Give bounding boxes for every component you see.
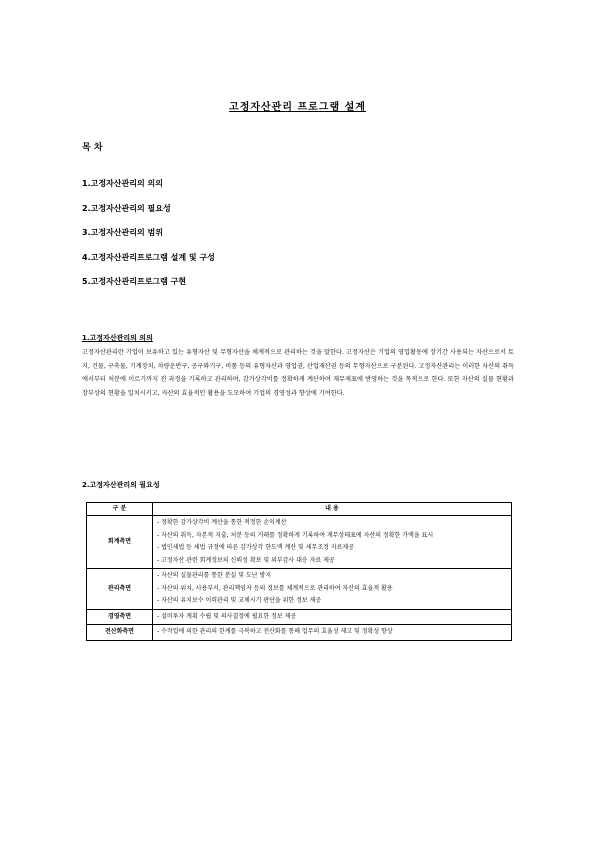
table-row	[87, 516, 512, 569]
document-title: 고정자산관리 프로그램 설계	[229, 102, 366, 113]
body-paragraph: 고정자산관리란 기업이 보유하고 있는 유형자산 및 무형자산을 체계적으로 관리하는 것을 말한다. 고정자산은 기업의 영업활동에 장기간 사용되는 자산으로서 토지, 건물, 구축물, 기계장치, 차량운반구, 공구와기구, 비품 등의 유형자산과 영업권, 산업재산권 등의 무형자산으로 구분된다. 고정자산관리는 이러한 자산의 취득에서부터 처분에 이르기까지 전 과정을 기록하고 관리하며, 감가상각비를 정확하게 계산하여 재무제표에 반영하는 것을 목적으로 한다. 또한 자산의 실물 현황과 장부상의 현황을 일치시키고, 자산의 효율적인 활용을 도모하여 기업의 경영성과 향상에 기여한다.	[82, 349, 514, 397]
toc-heading: 목 차	[82, 143, 103, 153]
toc-item: 2.고정자산관리의 필요성	[82, 203, 171, 213]
table-cell-content	[153, 569, 512, 610]
table-cell-category: 전산화측면	[87, 625, 153, 641]
table-cell-category: 관리측면	[87, 569, 153, 610]
necessity-table	[86, 502, 512, 641]
table-header-content: 내 용	[153, 503, 512, 516]
table-header-category: 구 분	[87, 503, 153, 516]
toc-item: 4.고정자산관리프로그램 설계 및 구성	[82, 252, 215, 262]
content-item: - 자산의 취득, 자본적 지출, 처분 등의 거래를 정확하게 기록하여 재무상태표에 자산의 정확한 가액을 표시	[157, 531, 434, 539]
table-cell-content	[153, 625, 512, 641]
content-item: - 수작업에 의한 관리의 한계를 극복하고 전산화를 통해 업무의 효율성 제고 및 정확성 향상	[157, 628, 393, 635]
table-caption: 2.고정자산관리의 필요성	[82, 481, 160, 489]
table-row	[87, 609, 512, 625]
table-row	[87, 569, 512, 610]
content-item: - 자산의 유지보수 이력관리 및 교체시기 판단을 위한 정보 제공	[157, 597, 322, 604]
content-item: - 자산의 위치, 사용부서, 관리책임자 등의 정보를 체계적으로 관리하여 자산의 효율적 활용	[157, 584, 393, 592]
table-row	[87, 625, 512, 641]
content-item: - 고정자산 관련 회계정보의 신뢰성 확보 및 외부감사 대응 자료 제공	[157, 556, 335, 564]
table-of-contents	[82, 178, 215, 301]
toc-item: 1.고정자산관리의 의의	[82, 179, 163, 188]
table-header-row	[87, 503, 512, 516]
content-item: - 자산의 실물관리를 통한 분실 및 도난 방지	[157, 572, 272, 579]
table-cell-category: 경영측면	[87, 609, 153, 625]
content-item: - 설비투자 계획 수립 및 의사결정에 필요한 정보 제공	[157, 612, 297, 620]
table-cell-category: 회계측면	[87, 516, 153, 569]
content-item: - 법인세법 등 세법 규정에 따른 감가상각 한도액 계산 및 세무조정 자료제공	[157, 544, 355, 551]
toc-item: 5.고정자산관리프로그램 구현	[82, 277, 187, 286]
toc-item: 3.고정자산관리의 범위	[82, 228, 163, 237]
table-cell-content	[153, 516, 512, 569]
table-cell-content	[153, 609, 512, 625]
content-item: - 정확한 감가상각비 계산을 통한 적정한 손익계산	[157, 519, 287, 526]
section-title: 1.고정자산관리의 의의	[82, 334, 153, 342]
